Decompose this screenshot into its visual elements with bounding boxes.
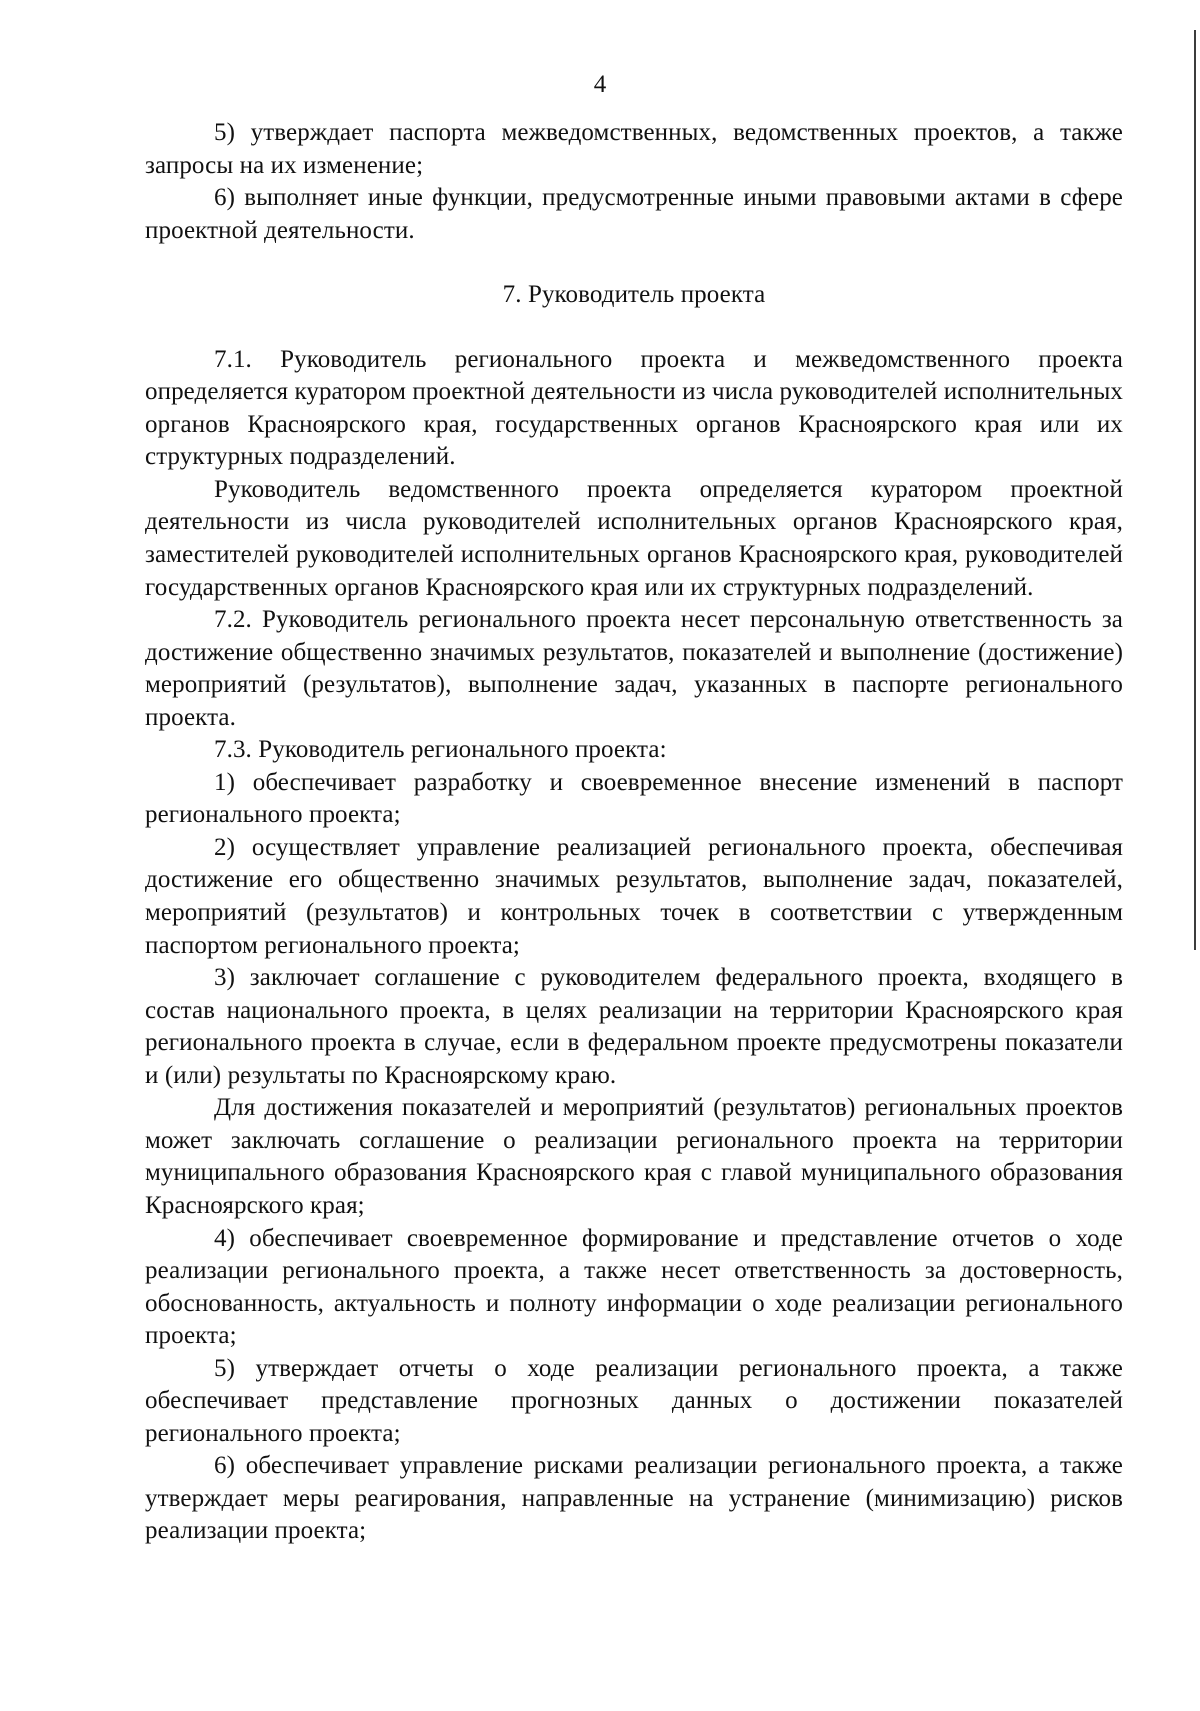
clause-7-3-item-1: 1) обеспечивает разработку и своевременное внесение изменений в паспорт регионального проекта; xyxy=(145,768,1123,829)
clause-7-2: 7.2. Руководитель регионального проекта несет персональную ответственность за достижение общественно значимых результатов, показателей и выполнение (достижение) мероприятий (результатов), выполнение задач, указанных в паспорте регионального проекта. xyxy=(145,606,1123,731)
clause-7-3-item-3-municipal-agreement: Для достижения показателей и мероприятий (результатов) региональных проектов может заключать соглашение о реализации регионального проекта на территории муниципального образования Красноярского края с главой муниципального образования Красноярского края; xyxy=(145,1094,1123,1219)
clause-7-3-item-3: 3) заключает соглашение с руководителем федерального проекта, входящего в состав национального проекта, в целях реализации на территории Красноярского края регионального проекта в случае, если в федеральном проекте предусмотрены показатели и (или) результаты по Красноярскому краю. xyxy=(145,964,1123,1089)
list-item-6-other-functions: 6) выполняет иные функции, предусмотренные иными правовыми актами в сфере проектной деятельности. xyxy=(145,184,1123,244)
clause-7-3-item-2: 2) осуществляет управление реализацией регионального проекта, обеспечивая достижение его общественно значимых результатов, выполнение задач, показателей, мероприятий (результатов) и контрольных точек в соответствии с утвержденным паспортом регионального проекта; xyxy=(145,833,1123,959)
section-heading-project-leader: 7. Руководитель проекта xyxy=(502,281,766,309)
list-item-5-approves-passports: 5) утверждает паспорта межведомственных, ведомственных проектов, а также запросы на их изменение; xyxy=(145,119,1123,179)
clause-7-1: 7.1. Руководитель регионального проекта и межведомственного проекта определяется куратором проектной деятельности из числа руководителей исполнительных органов Красноярского края, государственных органов Красноярского края или их структурных подразделений. xyxy=(145,345,1123,471)
page-number: 4 xyxy=(593,71,607,98)
scan-edge-line xyxy=(1194,30,1196,950)
document-body xyxy=(145,117,1123,1548)
clause-7-3-item-4: 4) обеспечивает своевременное формирование и представление отчетов о ходе реализации регионального проекта, а также несет ответственность за достоверность, обоснованность, актуальность и полноту информации о ходе реализации регионального проекта; xyxy=(145,1224,1123,1350)
clause-7-3-item-5: 5) утверждает отчеты о ходе реализации регионального проекта, а также обеспечивает представление прогнозных данных о достижении показателей регионального проекта; xyxy=(145,1354,1123,1447)
clause-7-3-intro: 7.3. Руководитель регионального проекта: xyxy=(214,736,667,764)
clause-7-3-item-6: 6) обеспечивает управление рисками реализации регионального проекта, а также утверждает меры реагирования, направленные на устранение (минимизацию) рисков реализации проекта; xyxy=(145,1452,1123,1545)
clause-7-1-departmental-leader: Руководитель ведомственного проекта определяется куратором проектной деятельности из числа руководителей исполнительных органов Красноярского края, заместителей руководителей исполнительных органов Красноярского края, руководителей государственных органов Красноярского края или их структурных подразделений. xyxy=(145,475,1123,601)
